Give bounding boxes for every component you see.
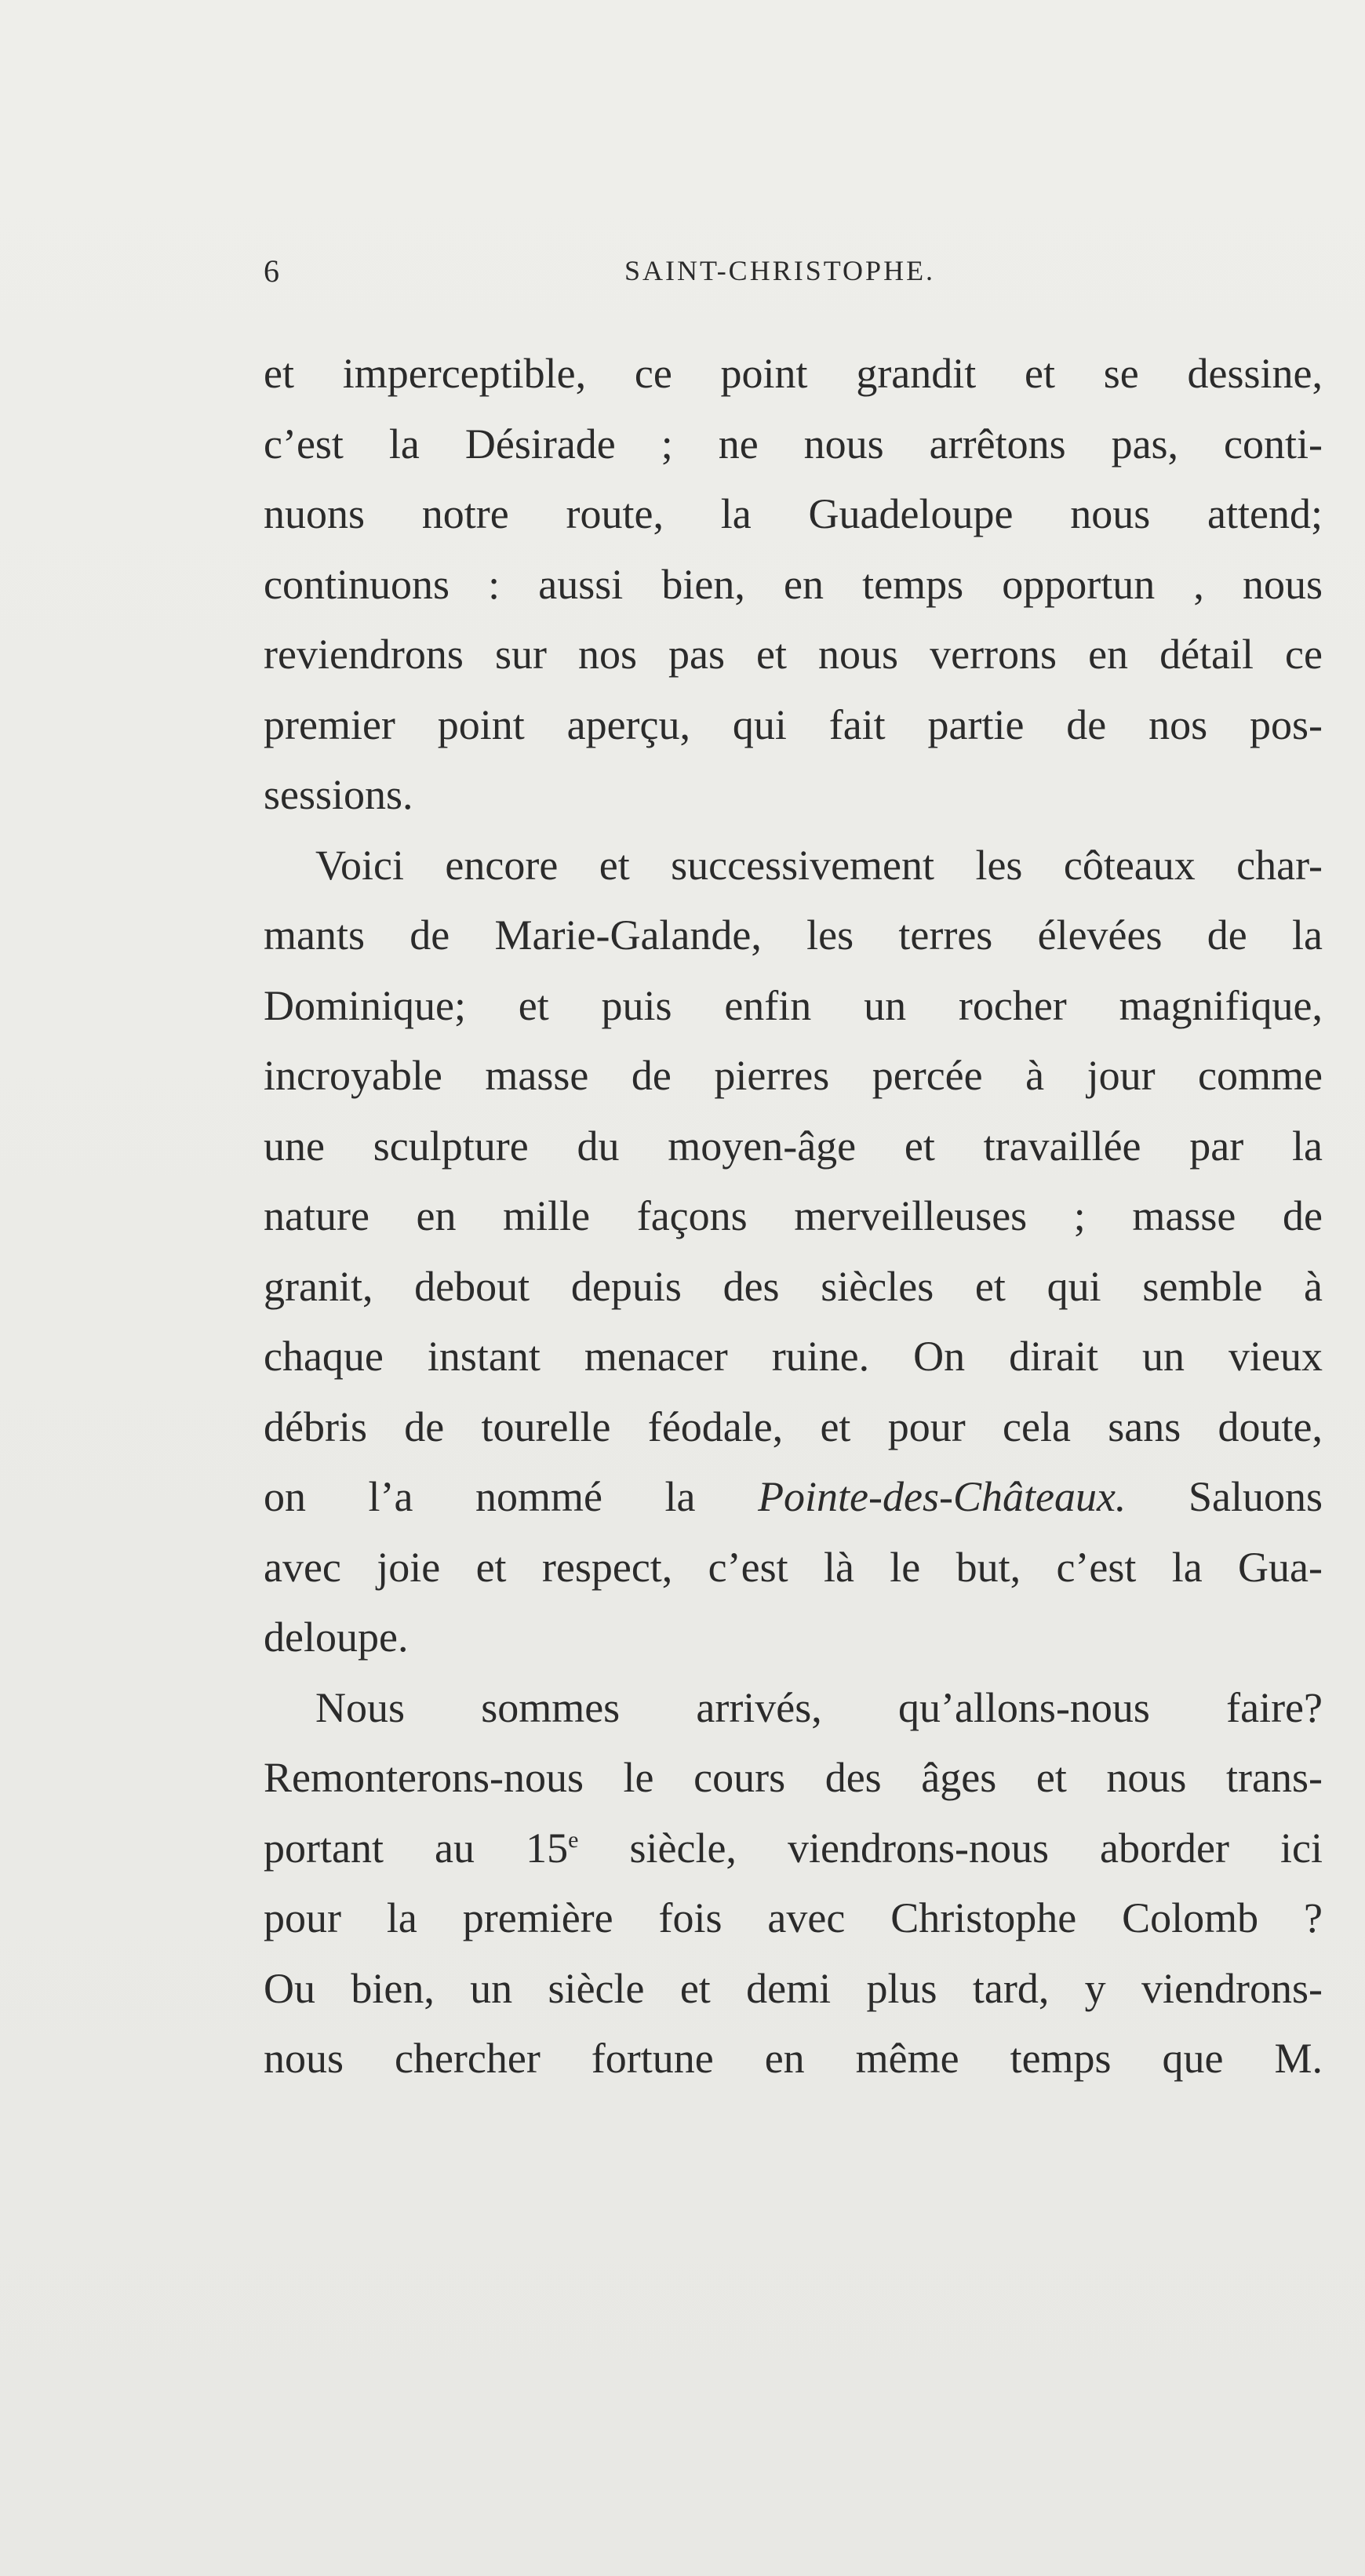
text-line-with-italic bbox=[264, 1462, 1323, 1533]
text-segment: Saluons bbox=[1126, 1473, 1323, 1520]
text-line: nuons notre route, la Guadeloupe nous attend; bbox=[264, 490, 1323, 537]
text-line: débris de tourelle féodale, et pour cela sans doute, bbox=[264, 1403, 1323, 1450]
text-line: granit, debout depuis des siècles et qui semble à bbox=[264, 1262, 1323, 1310]
text-line: Dominique; et puis enfin un rocher magnifique, bbox=[264, 981, 1323, 1029]
text-line: pour la première fois avec Christophe Colomb ? bbox=[264, 1894, 1323, 1941]
paragraph-start-line: Nous sommes arrivés, qu’allons-nous faire? bbox=[315, 1683, 1323, 1731]
text-line: Remonterons-nous le cours des âges et nous trans- bbox=[264, 1754, 1323, 1801]
text-line: nous chercher fortune en même temps que M. bbox=[264, 2035, 1323, 2082]
text-line: incroyable masse de pierres percée à jour comme bbox=[264, 1052, 1323, 1099]
text-line: chaque instant menacer ruine. On dirait un vieux bbox=[264, 1333, 1323, 1380]
text-line: premier point aperçu, qui fait partie de nos pos- bbox=[264, 700, 1323, 748]
paragraph-start-line: Voici encore et successivement les côteaux char- bbox=[315, 841, 1323, 889]
body-text bbox=[264, 339, 1323, 2094]
superscript: e bbox=[568, 1826, 579, 1853]
text-line: Ou bien, un siècle et demi plus tard, y viendrons- bbox=[264, 1964, 1323, 2012]
text-line: nature en mille façons merveilleuses ; masse de bbox=[264, 1192, 1323, 1239]
text-line: continuons : aussi bien, en temps opportun , nous bbox=[264, 560, 1323, 608]
text-line: avec joie et respect, c’est là le but, c’est la Gua- bbox=[264, 1543, 1323, 1591]
paragraph-end-line: sessions. bbox=[264, 771, 413, 818]
text-line: reviendrons sur nos pas et nous verrons en détail ce bbox=[264, 631, 1323, 678]
paragraph-end-line: deloupe. bbox=[264, 1614, 409, 1661]
running-title: SAINT-CHRISTOPHE. bbox=[624, 255, 936, 286]
text-segment: siècle, viendrons-nous aborder ici bbox=[578, 1824, 1323, 1872]
text-line: c’est la Désirade ; ne nous arrêtons pas, conti- bbox=[264, 420, 1323, 468]
italic-place-name: Pointe-des-Châteaux. bbox=[758, 1473, 1127, 1520]
text-line: une sculpture du moyen-âge et travaillée par la bbox=[264, 1122, 1323, 1170]
running-head bbox=[264, 253, 1323, 300]
text-line: et imperceptible, ce point grandit et se dessine, bbox=[264, 350, 1323, 397]
page-number: 6 bbox=[264, 253, 280, 289]
text-line-with-superscript bbox=[264, 1814, 1323, 1884]
text-segment: on l’a nommé la bbox=[264, 1473, 759, 1520]
text-line: mants de Marie-Galande, les terres élevées de la bbox=[264, 911, 1323, 959]
text-segment: portant au 15 bbox=[264, 1824, 569, 1872]
